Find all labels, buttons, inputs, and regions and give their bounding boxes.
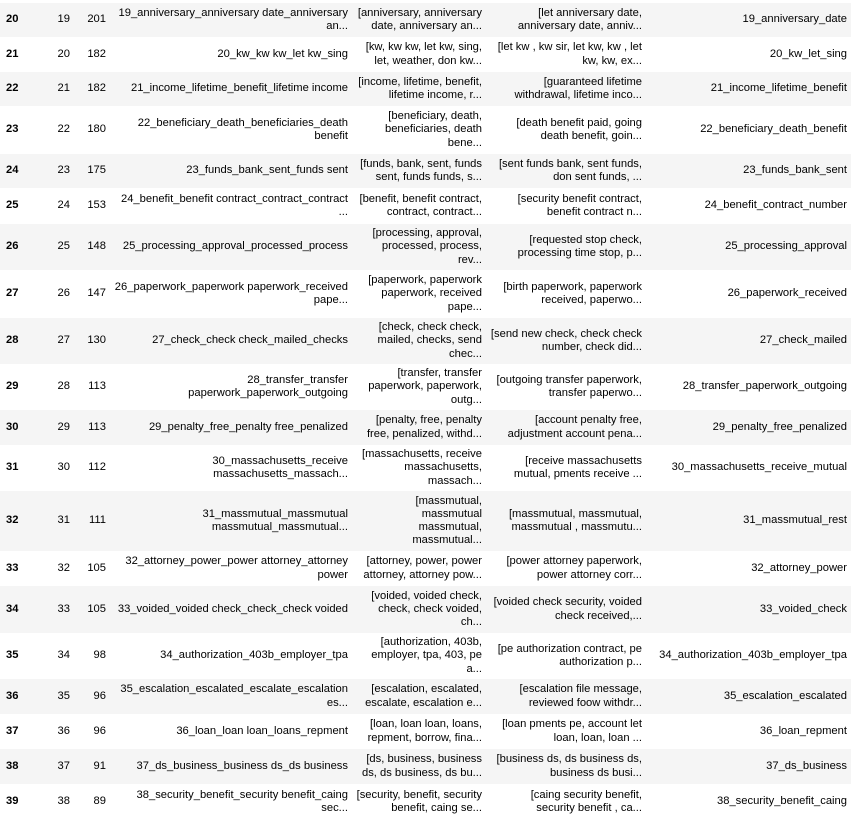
name-cell: 35_escalation_escalated_escalate_escalation es... [120, 683, 348, 709]
representation-cell: [massmutual, massmutual massmutual, massmutual... [412, 494, 482, 547]
row-index: 27 [6, 287, 19, 300]
topic-cell: 22 [57, 123, 70, 136]
table-row [0, 749, 851, 784]
representation-cell: [escalation, escalated, escalate, escalation e... [365, 683, 482, 709]
row-index: 28 [6, 334, 19, 347]
name-cell: 25_processing_approval_processed_process [122, 240, 348, 253]
representation-cell: [beneficiary, death, beneficiaries, death bene... [384, 110, 482, 149]
name-cell: 32_attorney_power_power attorney_attorney power [125, 555, 348, 581]
custom-name-cell: 26_paperwork_received [727, 287, 847, 300]
topic-cell: 31 [57, 514, 70, 527]
topic-cell: 21 [57, 82, 70, 95]
table-row [0, 410, 851, 445]
custom-name-cell: 25_processing_approval [725, 240, 847, 253]
custom-name-cell: 20_kw_let_sing [769, 47, 847, 60]
table-row [0, 188, 851, 224]
representative-docs-cell: [requested stop check, processing time stop, p... [517, 233, 642, 259]
custom-name-cell: 27_check_mailed [759, 334, 847, 347]
row-index: 24 [6, 164, 19, 177]
representative-docs-cell: [receive massachusetts mutual, pments receive ... [513, 454, 642, 480]
row-index: 31 [6, 461, 19, 474]
table-row [0, 491, 851, 551]
topic-cell: 30 [57, 461, 70, 474]
row-index: 36 [6, 689, 19, 702]
count-cell: 96 [93, 724, 106, 737]
name-cell: 26_paperwork_paperwork paperwork_received pape... [114, 280, 348, 306]
table-row [0, 106, 851, 154]
table-row [0, 224, 851, 270]
row-index: 32 [6, 514, 19, 527]
representation-cell: [funds, bank, sent, funds sent, funds funds, s... [360, 157, 482, 183]
representative-docs-cell: [voided check security, voided check received,... [493, 596, 642, 622]
row-index: 37 [6, 724, 19, 737]
representation-cell: [processing, approval, processed, process, rev... [372, 227, 482, 266]
table-body [0, 3, 851, 820]
topic-cell: 28 [57, 380, 70, 393]
row-index: 23 [6, 123, 19, 136]
table-row [0, 364, 851, 410]
representation-cell: [voided, voided check, check, check voided, ch... [371, 589, 482, 629]
representation-cell: [authorization, 403b, employer, tpa, 403, pe a... [371, 636, 482, 675]
name-cell: 34_authorization_403b_employer_tpa [160, 649, 348, 662]
row-index: 20 [6, 13, 19, 26]
row-index: 30 [6, 420, 19, 433]
representative-docs-cell: [death benefit paid, going death benefit, goin... [516, 116, 642, 142]
representative-docs-cell: [pe authorization contract, pe authorization p... [497, 642, 642, 668]
representative-docs-cell: [massmutual, massmutual, massmutual , massmutu... [508, 507, 642, 533]
custom-name-cell: 29_penalty_free_penalized [712, 420, 847, 433]
name-cell: 24_benefit_benefit contract_contract_contract ... [120, 192, 348, 218]
representation-cell: [penalty, free, penalty free, penalized, withd... [366, 414, 482, 440]
count-cell: 175 [87, 164, 106, 177]
name-cell: 33_voided_voided check_check_check voided [117, 602, 348, 615]
topic-cell: 35 [57, 689, 70, 702]
row-index: 33 [6, 561, 19, 574]
representative-docs-cell: [sent funds bank, sent funds, don sent funds, ... [498, 157, 642, 183]
representation-cell: [loan, loan loan, loans, repment, borrow, fina... [367, 718, 482, 744]
count-cell: 98 [93, 649, 106, 662]
representative-docs-cell: [escalation file message, reviewed foow withdr... [519, 683, 642, 709]
count-cell: 113 [88, 420, 106, 433]
row-index: 38 [6, 759, 19, 772]
table-row [0, 551, 851, 586]
representative-docs-cell: [guaranteed lifetime withdrawal, lifetime inco... [514, 75, 642, 101]
count-cell: 201 [87, 13, 106, 26]
representation-cell: [benefit, benefit contract, contract, contract... [359, 192, 482, 218]
count-cell: 182 [87, 82, 106, 95]
custom-name-cell: 22_beneficiary_death_benefit [700, 123, 847, 136]
topic-cell: 37 [57, 759, 70, 772]
representation-cell: [massachusetts, receive massachusetts, massach... [361, 448, 482, 487]
row-index: 21 [6, 47, 19, 60]
table-row [0, 633, 851, 679]
name-cell: 19_anniversary_anniversary date_anniversary an... [118, 6, 348, 32]
representative-docs-cell: [let kw , kw sir, let kw, kw , let kw, kw, ex... [497, 41, 642, 67]
custom-name-cell: 33_voided_check [759, 602, 847, 615]
custom-name-cell: 19_anniversary_date [742, 13, 847, 26]
custom-name-cell: 32_attorney_power [751, 561, 847, 574]
representation-cell: [attorney, power, power attorney, attorney pow... [363, 555, 482, 581]
name-cell: 21_income_lifetime_benefit_lifetime income [130, 82, 348, 95]
representation-cell: [anniversary, anniversary date, anniversary an... [357, 6, 482, 32]
topic-cell: 26 [57, 287, 70, 300]
count-cell: 182 [87, 47, 106, 60]
count-cell: 180 [87, 123, 106, 136]
name-cell: 36_loan_loan loan_loans_repment [176, 724, 348, 737]
count-cell: 147 [87, 287, 106, 300]
topic-cell: 33 [57, 602, 70, 615]
custom-name-cell: 30_massachusetts_receive_mutual [671, 461, 847, 474]
count-cell: 113 [88, 380, 106, 393]
representative-docs-cell: [account penalty free, adjustment account pena... [507, 414, 642, 440]
count-cell: 111 [88, 514, 106, 527]
representative-docs-cell: [birth paperwork, paperwork received, paperwo... [503, 280, 642, 306]
topic-cell: 36 [57, 724, 70, 737]
representation-cell: [ds, business, business ds, ds business, ds bu... [361, 753, 482, 779]
custom-name-cell: 37_ds_business [766, 759, 847, 772]
topic-cell: 23 [57, 164, 70, 177]
representation-cell: [security, benefit, security benefit, caing se... [356, 788, 482, 814]
topic-cell: 19 [57, 13, 70, 26]
name-cell: 28_transfer_transfer paperwork_paperwork_outgoing [188, 373, 348, 399]
custom-name-cell: 28_transfer_paperwork_outgoing [682, 380, 847, 393]
row-index: 34 [6, 602, 19, 615]
row-index: 29 [6, 380, 19, 393]
name-cell: 37_ds_business_business ds_ds business [136, 759, 348, 772]
count-cell: 130 [87, 334, 106, 347]
representative-docs-cell: [power attorney paperwork, power attorney corr... [506, 555, 642, 581]
name-cell: 31_massmutual_massmutual massmutual_massmutual... [202, 507, 348, 533]
representation-cell: [kw, kw kw, let kw, sing, let, weather, don kw... [365, 41, 482, 67]
row-index: 39 [6, 795, 19, 808]
topic-cell: 32 [57, 561, 70, 574]
topic-cell: 38 [57, 795, 70, 808]
topic-cell: 24 [57, 199, 70, 212]
name-cell: 29_penalty_free_penalty free_penalized [148, 420, 348, 433]
table-row [0, 72, 851, 106]
representative-docs-cell: [outgoing transfer paperwork, transfer paperwo... [496, 373, 642, 399]
custom-name-cell: 36_loan_repment [759, 724, 847, 737]
name-cell: 20_kw_kw kw_let kw_sing [217, 47, 348, 60]
topic-cell: 34 [57, 649, 70, 662]
representation-cell: [paperwork, paperwork paperwork, received pape... [368, 274, 482, 313]
row-index: 35 [6, 649, 19, 662]
count-cell: 96 [93, 689, 106, 702]
table-row [0, 318, 851, 364]
topic-cell: 20 [57, 47, 70, 60]
row-index: 26 [6, 240, 19, 253]
representative-docs-cell: [send new check, check check number, check did... [490, 327, 642, 353]
representative-docs-cell: [loan pments pe, account let loan, loan, loan ... [502, 718, 642, 744]
topic-cell: 27 [57, 334, 70, 347]
count-cell: 91 [93, 759, 106, 772]
row-index: 25 [6, 199, 19, 212]
table-row [0, 445, 851, 491]
table-row [0, 784, 851, 820]
count-cell: 148 [87, 240, 106, 253]
name-cell: 30_massachusetts_receive massachusetts_massach... [212, 454, 348, 480]
representative-docs-cell: [business ds, ds business ds, business ds busi... [496, 753, 642, 779]
table-row [0, 679, 851, 714]
table-row [0, 154, 851, 188]
representative-docs-cell: [let anniversary date, anniversary date, anniv... [517, 6, 642, 32]
representative-docs-cell: [security benefit contract, benefit contract n... [517, 192, 642, 218]
count-cell: 112 [88, 461, 106, 474]
custom-name-cell: 34_authorization_403b_employer_tpa [659, 649, 847, 662]
custom-name-cell: 35_escalation_escalated [723, 689, 847, 702]
representative-docs-cell: [caing security benefit, security benefit , ca... [530, 788, 642, 814]
custom-name-cell: 38_security_benefit_caing [717, 795, 847, 808]
topic-cell: 25 [57, 240, 70, 253]
custom-name-cell: 21_income_lifetime_benefit [710, 82, 847, 95]
name-cell: 23_funds_bank_sent_funds sent [186, 164, 348, 177]
representation-cell: [income, lifetime, benefit, lifetime income, r... [358, 75, 482, 101]
table-row [0, 586, 851, 633]
table-row [0, 3, 851, 37]
custom-name-cell: 23_funds_bank_sent [743, 164, 847, 177]
row-index: 22 [6, 82, 19, 95]
name-cell: 38_security_benefit_security benefit_caing sec... [136, 788, 348, 814]
count-cell: 153 [87, 199, 106, 212]
topic-cell: 29 [57, 420, 70, 433]
dataframe-table [0, 3, 851, 820]
name-cell: 22_beneficiary_death_beneficiaries_death benefit [137, 116, 348, 142]
count-cell: 105 [87, 561, 106, 574]
count-cell: 105 [87, 602, 106, 615]
count-cell: 89 [93, 795, 106, 808]
custom-name-cell: 24_benefit_contract_number [704, 199, 847, 212]
representation-cell: [check, check check, mailed, checks, send chec... [377, 321, 482, 360]
name-cell: 27_check_check check_mailed_checks [152, 334, 348, 347]
custom-name-cell: 31_massmutual_rest [743, 514, 847, 527]
representation-cell: [transfer, transfer paperwork, paperwork, outg... [368, 367, 482, 406]
table-row [0, 714, 851, 749]
table-row [0, 270, 851, 318]
table-row [0, 37, 851, 72]
